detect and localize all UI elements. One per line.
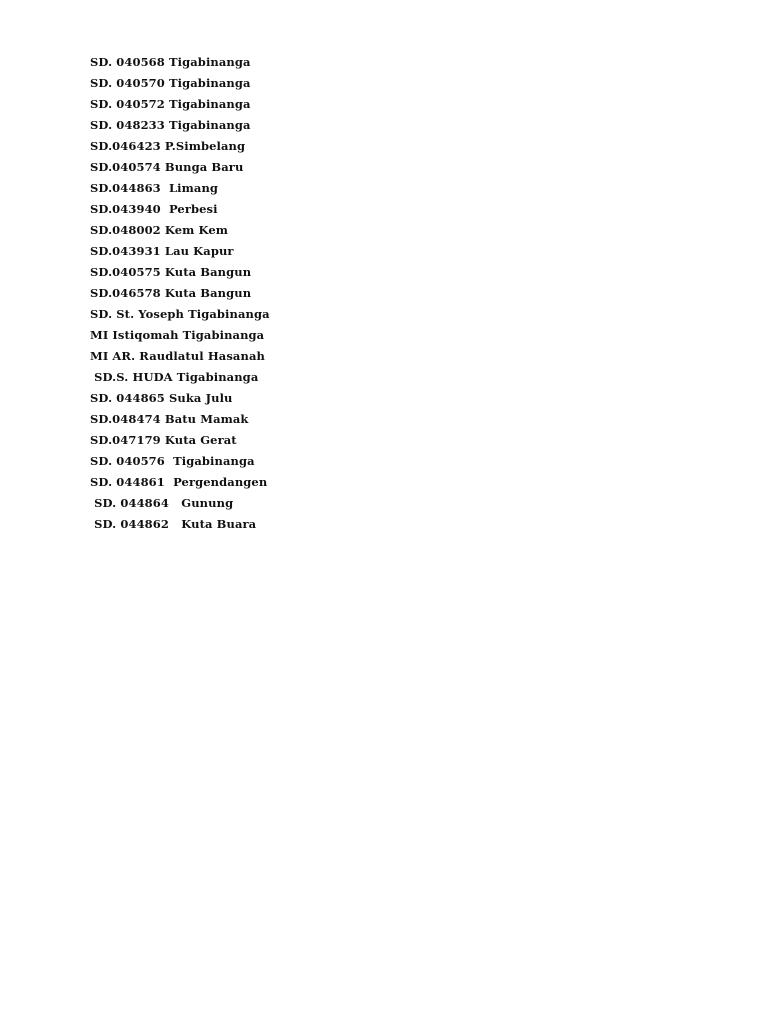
school-list-item: SD. 040576 Tigabinanga — [90, 454, 255, 468]
school-list-item: SD. St. Yoseph Tigabinanga — [90, 307, 270, 321]
school-list-item: SD. 048233 Tigabinanga — [90, 118, 251, 132]
school-list-item: SD.048002 Kem Kem — [90, 223, 229, 237]
school-list-item: SD.043931 Lau Kapur — [90, 244, 234, 258]
school-list-item: SD. 044861 Pergendangen — [90, 475, 268, 489]
school-list-item: SD. 040568 Tigabinanga — [90, 55, 251, 69]
school-list-item: SD.040575 Kuta Bangun — [90, 265, 252, 279]
school-list-item: MI Istiqomah Tigabinanga — [90, 328, 265, 342]
school-list-item: SD.046578 Kuta Bangun — [90, 286, 252, 300]
school-list-item: SD.S. HUDA Tigabinanga — [90, 370, 259, 384]
school-list-item: SD. 040570 Tigabinanga — [90, 76, 251, 90]
school-list — [90, 52, 270, 535]
school-list-item: SD.048474 Batu Mamak — [90, 412, 249, 426]
school-list-item: SD.040574 Bunga Baru — [90, 160, 244, 174]
school-list-item: MI AR. Raudlatul Hasanah — [90, 349, 265, 363]
school-list-item: SD. 044865 Suka Julu — [90, 391, 233, 405]
school-list-item: SD. 040572 Tigabinanga — [90, 97, 251, 111]
school-list-item: SD. 044862 Kuta Buara — [90, 517, 257, 531]
school-list-item: SD.047179 Kuta Gerat — [90, 433, 237, 447]
school-list-item: SD.043940 Perbesi — [90, 202, 218, 216]
school-list-item: SD.046423 P.Simbelang — [90, 139, 246, 153]
school-list-item: SD.044863 Limang — [90, 181, 219, 195]
school-list-item: SD. 044864 Gunung — [90, 496, 234, 510]
